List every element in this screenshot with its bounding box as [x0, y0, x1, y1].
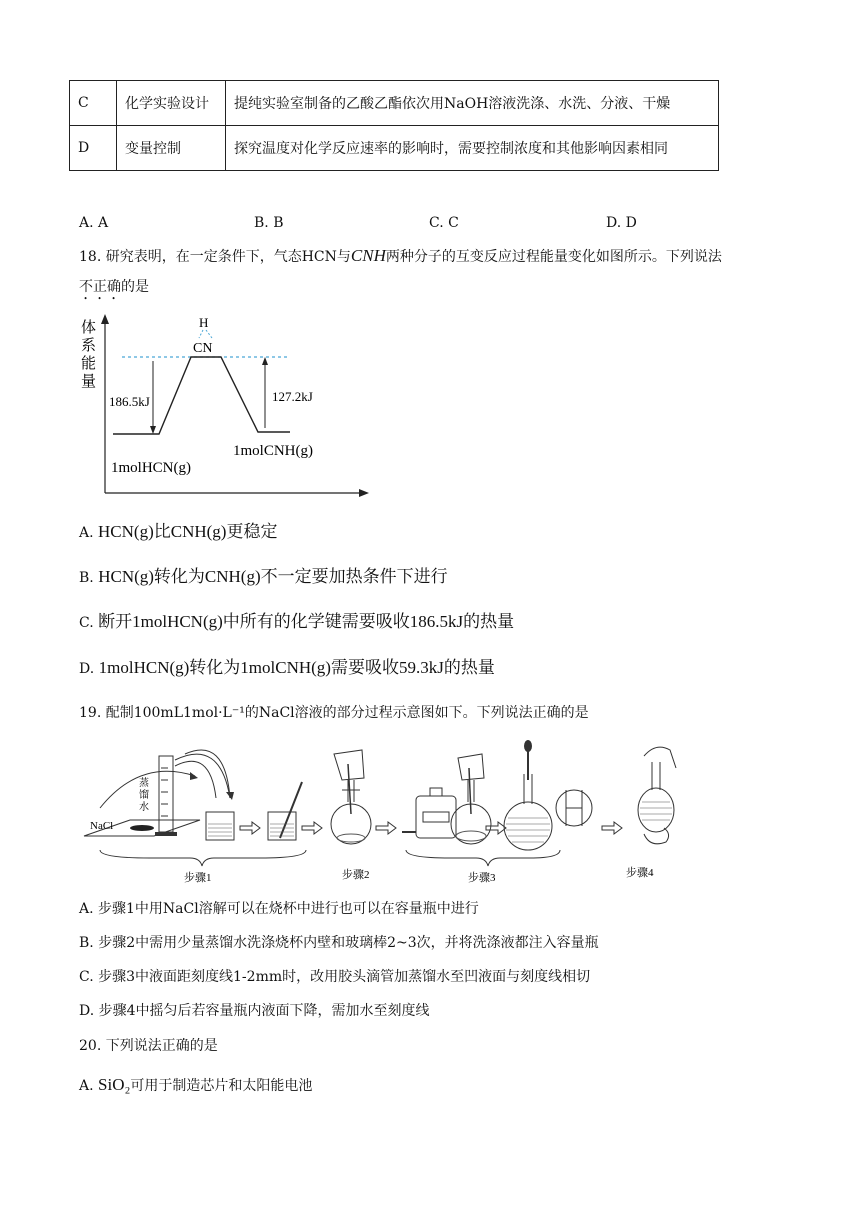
table-cell-letter: D — [70, 126, 117, 171]
left-species-label: 1molHCN(g) — [111, 460, 191, 476]
table-cell-topic: 变量控制 — [117, 126, 226, 171]
q19-stem: 19. 配制100mL1mol·L⁻¹的NaCl溶液的部分过程示意图如下。下列说法正确的是 — [79, 705, 589, 721]
right-energy-label: 127.2kJ — [272, 389, 313, 404]
q18-option-a — [79, 519, 277, 546]
q19-option-b: B. 步骤2中需用少量蒸馏水洗涤烧杯内壁和玻璃棒2~3次，并将洗涤液都注入容量瓶 — [79, 935, 599, 951]
q17-option-b: B. B — [254, 215, 284, 231]
option-text: HCN(g)转化为CNH(g)不一定要加热条件下进行 — [98, 567, 448, 586]
y-axis-label-2: 系 — [81, 338, 97, 354]
table-cell-letter: C — [70, 81, 117, 126]
option-text: 可用于制造芯片和太阳能电池 — [130, 1078, 313, 1094]
y-axis-label-3: 能 — [81, 356, 97, 372]
table-cell-content: 提纯实验室制备的乙酸乙酯依次用NaOH溶液洗涤、水洗、分液、干燥 — [226, 81, 719, 126]
q19-option-a: A. 步骤1中用NaCl溶解可以在烧杯中进行也可以在容量瓶中进行 — [79, 901, 479, 917]
table-row — [70, 81, 719, 126]
q17-option-c: C. C — [429, 215, 459, 231]
table-cell-content: 探究温度对化学反应速率的影响时，需要控制浓度和其他影响因素相同 — [226, 126, 719, 171]
q20-option-a — [79, 1072, 312, 1099]
left-energy-label: 186.5kJ — [109, 394, 150, 409]
option-label: C. — [79, 615, 94, 631]
q20-stem: 20. 下列说法正确的是 — [79, 1038, 218, 1054]
option-formula: SiO₂ — [98, 1075, 131, 1094]
option-label: D. — [79, 661, 95, 677]
water-label-3: 水 — [139, 802, 149, 813]
option-label: B. — [79, 570, 94, 586]
table-row — [70, 126, 719, 171]
nacl-label: NaCl — [90, 820, 114, 832]
option-label: A. — [79, 525, 94, 541]
y-axis-label-1: 体 — [81, 320, 97, 336]
q18-option-b — [79, 564, 448, 591]
step4-label: 步骤4 — [626, 867, 654, 879]
q17-table — [69, 80, 719, 171]
q18-option-d — [79, 655, 495, 682]
top-h-label: H — [199, 315, 209, 330]
table-cell-topic: 化学实验设计 — [117, 81, 226, 126]
top-cn-label: CN — [193, 341, 213, 356]
q18-emphasis: 不正确 — [79, 279, 121, 295]
q18-option-c — [79, 609, 514, 636]
step3-label: 步骤3 — [468, 872, 496, 884]
q19-option-c: C. 步骤3中液面距刻度线1-2mm时，改用胶头滴管加蒸馏水至凹液面与刻度线相切 — [79, 969, 591, 985]
q17-option-d: D. D — [606, 215, 637, 231]
q19-procedure-figure — [80, 738, 700, 886]
q18-stem-line1 — [79, 243, 722, 270]
q17-option-a: A. A — [79, 215, 109, 231]
option-text: HCN(g)比CNH(g)更稳定 — [98, 522, 278, 541]
step2-label: 步骤2 — [342, 869, 370, 881]
q18-stem-part: 的是 — [121, 279, 149, 295]
water-label-2: 馏 — [139, 790, 149, 801]
q18-stem-line2 — [79, 274, 149, 303]
option-label: A. — [79, 1078, 94, 1094]
q18-formula: CNH — [350, 246, 386, 265]
q19-option-d: D. 步骤4中摇匀后若容量瓶内液面下降，需加水至刻度线 — [79, 1003, 430, 1019]
y-axis-label-4: 量 — [81, 374, 97, 390]
option-text: 1molHCN(g)转化为1molCNH(g)需要吸收59.3kJ的热量 — [98, 658, 495, 677]
right-species-label: 1molCNH(g) — [233, 443, 313, 459]
q18-stem-part: 18. 研究表明，在一定条件下，气态HCN与 — [79, 249, 351, 265]
q18-stem-part: 两种分子的互变反应过程能量变化如图所示。下列说法 — [385, 249, 722, 265]
option-text: 断开1molHCN(g)中所有的化学键需要吸收186.5kJ的热量 — [98, 612, 515, 631]
q18-energy-diagram — [75, 312, 375, 502]
water-label-1: 蒸 — [139, 778, 149, 789]
step1-label: 步骤1 — [184, 872, 212, 884]
nacl-pile — [130, 825, 154, 831]
